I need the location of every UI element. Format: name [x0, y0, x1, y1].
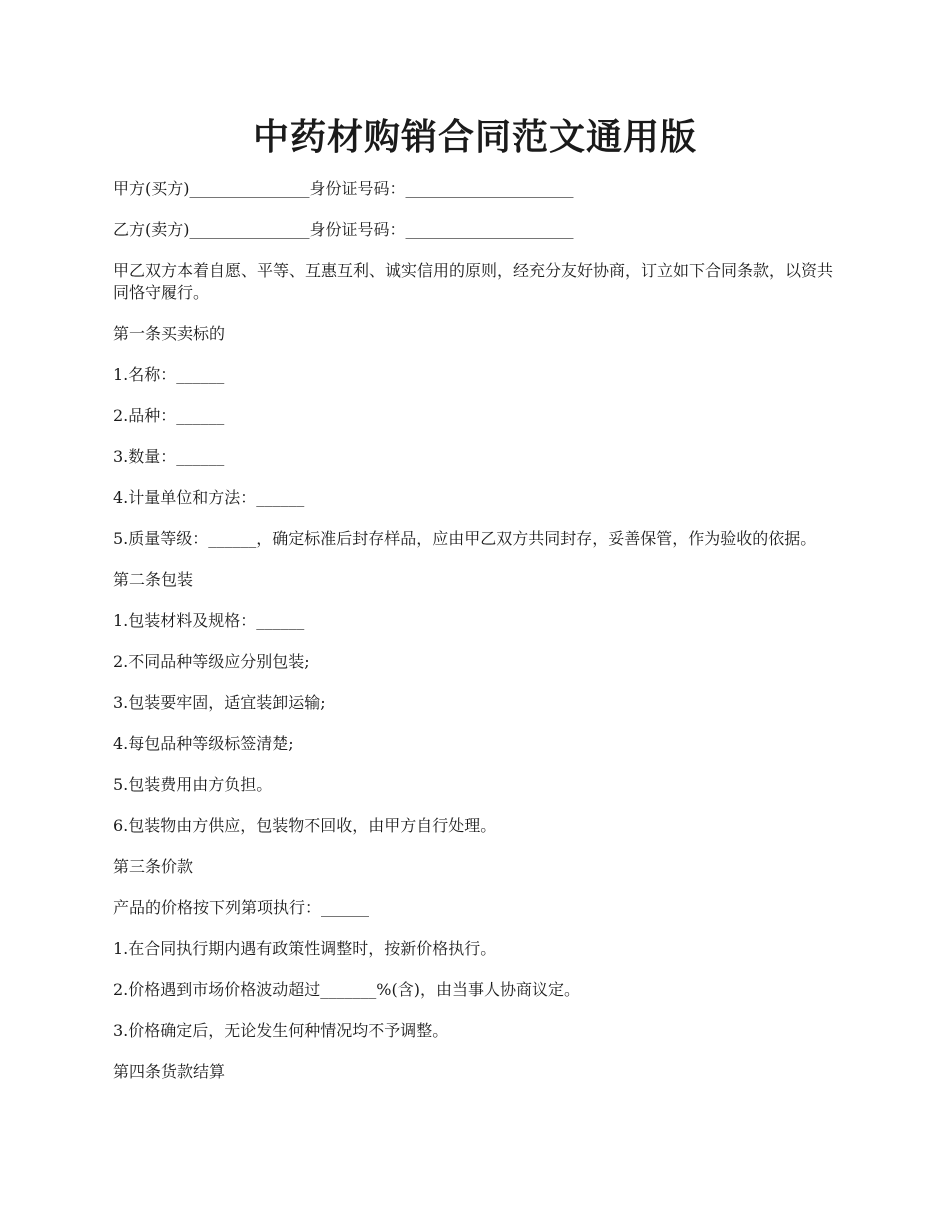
article-2-item-1: 1.包装材料及规格：______: [113, 611, 305, 630]
article-1-item-1: 1.名称：______: [113, 365, 225, 384]
article-3-item-1: 1.在合同执行期内遇有政策性调整时，按新价格执行。: [113, 939, 497, 958]
article-3-item-2: 2.价格遇到市场价格波动超过_______%(含)，由当事人协商议定。: [113, 980, 580, 999]
article-3-intro: 产品的价格按下列第项执行：______: [113, 898, 370, 917]
article-2-heading: 第二条包装: [113, 570, 194, 589]
article-3-heading: 第三条价款: [113, 857, 194, 876]
article-1-heading: 第一条买卖标的: [113, 324, 226, 343]
article-1-item-4: 4.计量单位和方法：______: [113, 488, 305, 507]
article-1-item-2: 2.品种：______: [113, 406, 225, 425]
document-body: [113, 178, 841, 1102]
article-2-item-5: 5.包装费用由方负担。: [113, 775, 273, 794]
article-3-item-3: 3.价格确定后，无论发生何种情况均不予调整。: [113, 1021, 449, 1040]
article-1-item-3: 3.数量：______: [113, 447, 225, 466]
article-1-item-5: 5.质量等级：______，确定标准后封存样品，应由甲乙双方共同封存，妥善保管，作为验收的依据。: [113, 529, 817, 548]
party-b-line: 乙方(卖方)_______________身份证号码：_____________________: [113, 220, 574, 239]
article-2-item-3: 3.包装要牢固，适宜装卸运输;: [113, 693, 326, 712]
article-4-heading: 第四条货款结算: [113, 1062, 226, 1081]
article-2-item-2: 2.不同品种等级应分别包装;: [113, 652, 310, 671]
party-a-line: 甲方(买方)_______________身份证号码：_____________________: [113, 179, 574, 198]
document-title: 中药材购销合同范文通用版: [252, 116, 697, 158]
article-2-item-6: 6.包装物由方供应，包装物不回收，由甲方自行处理。: [113, 816, 497, 835]
article-2-item-4: 4.每包品种等级标签清楚;: [113, 734, 294, 753]
preamble: 甲乙双方本着自愿、平等、互惠互利、诚实信用的原则，经充分友好协商，订立如下合同条款，以资共同恪守履行。: [113, 261, 834, 302]
